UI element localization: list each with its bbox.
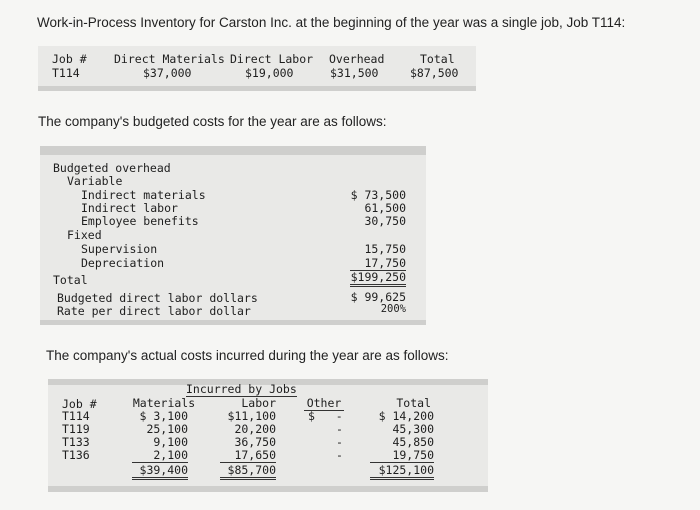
intro-text: Work-in-Process Inventory for Carston Inc. at the beginning of the year was a single job, Job T114: [37,15,626,30]
actual-row-t114-labor: $11,100 [227,409,276,423]
actual-header-job: Job # [62,397,97,411]
actual-row-t119-other: - [336,422,343,436]
budget-variable-label: Variable [67,174,123,188]
budget-indirect-materials-value: $ 73,500 [350,188,406,202]
wip-cell-direct-labor: $19,000 [245,66,294,80]
wip-header-direct-materials: Direct Materials [114,52,225,66]
wip-header-total: Total [420,52,455,66]
actual-total-labor: $85,700 [220,463,276,480]
budget-table-top-bar [40,146,426,155]
budget-direct-labor-dollars-label: Budgeted direct labor dollars [57,291,258,305]
wip-table-bottom-bar [38,86,476,91]
actual-row-t114-job: T114 [62,409,90,423]
budget-supervision-label: Supervision [81,242,158,256]
actual-row-t114-materials: $ 3,100 [139,409,188,423]
actual-group-header: Incurred by Jobs [186,382,297,396]
budget-overhead-label: Budgeted overhead [53,161,171,175]
wip-header-overhead: Overhead [329,52,385,66]
wip-header-job: Job # [52,52,87,66]
actual-row-t119-materials: 25,100 [146,422,188,436]
actual-row-t133-labor: 36,750 [234,435,276,449]
actual-row-t114-other: $ - [308,409,343,423]
budget-indirect-materials-label: Indirect materials [81,188,206,202]
budget-employee-benefits-label: Employee benefits [81,214,199,228]
actual-row-t114-total: $ 14,200 [378,409,434,423]
actual-header-other: Other [304,396,344,411]
budget-rate-label: Rate per direct labor dollar [57,304,251,318]
budget-total-value: $199,250 [350,270,406,287]
actual-row-t136-job: T136 [62,448,90,462]
wip-cell-overhead: $31,500 [330,66,379,80]
actual-row-t133-other: - [336,435,343,449]
actual-row-t136-total: 19,750 [370,448,434,463]
budget-rate-value: 200% [380,303,406,315]
wip-cell-direct-materials: $37,000 [143,66,192,80]
actual-row-t133-materials: 9,100 [153,435,188,449]
actual-header-materials: Materials [132,396,196,410]
budget-depreciation-value: 17,750 [350,256,406,271]
actual-header-labor: Labor [241,396,276,410]
budget-depreciation-label: Depreciation [81,256,165,270]
budget-fixed-label: Fixed [67,228,102,242]
actual-row-t133-total: 45,850 [392,435,434,449]
budget-employee-benefits-value: 30,750 [364,214,406,228]
budget-supervision-value: 15,750 [364,242,406,256]
actual-row-t119-total: 45,300 [392,422,434,436]
budget-direct-labor-dollars-value: $ 99,625 [350,290,406,304]
wip-cell-total: $87,500 [410,66,459,80]
budget-table-bottom-bar [40,320,426,325]
budget-total-label: Total [53,273,88,287]
budget-intro-text: The company's budgeted costs for the year are as follows: [38,114,387,129]
actual-row-t136-labor: 17,650 [220,448,276,463]
actual-row-t136-materials: 2,100 [132,448,188,463]
actual-row-t119-job: T119 [62,422,90,436]
actual-table-bottom-bar [48,486,488,492]
actual-row-t133-job: T133 [62,435,90,449]
actual-total-materials: $39,400 [132,463,188,480]
budget-indirect-labor-label: Indirect labor [81,201,178,215]
actual-intro-text: The company's actual costs incurred during the year are as follows: [46,348,449,363]
actual-row-t136-other: - [336,448,343,462]
wip-header-direct-labor: Direct Labor [230,52,314,66]
wip-cell-job: T114 [52,66,80,80]
actual-header-total: Total [396,396,431,410]
actual-total-total: $125,100 [370,463,434,480]
budget-indirect-labor-value: 61,500 [364,201,406,215]
actual-row-t119-labor: 20,200 [234,422,276,436]
